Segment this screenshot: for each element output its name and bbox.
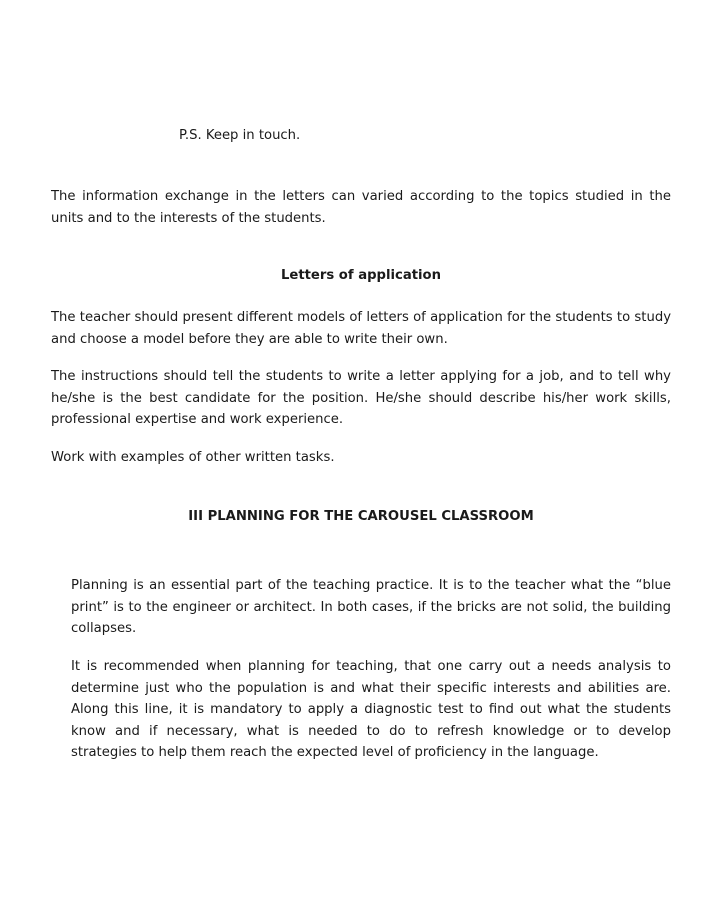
instructions-paragraph: The instructions should tell the students to write a letter applying for a job, and to tell why he/she is the best candidate for the position. He/she should describe his/her work skills, professional expertise and work experience. bbox=[51, 369, 671, 427]
ps-line: P.S. Keep in touch. bbox=[179, 128, 301, 143]
teacher-models-paragraph: The teacher should present different models of letters of application for the students to study and choose a model before they are able to write their own. bbox=[51, 310, 671, 347]
needs-analysis-paragraph: It is recommended when planning for teaching, that one carry out a needs analysis to determine just who the population is and what their specific interests and abilities are. Along this line, it is mandatory to apply a diagnostic test to find out what the students know and if necessary, what is needed to do to refresh knowledge or to develop strategies to help them reach the expected level of proficiency in the language. bbox=[71, 659, 671, 760]
planning-paragraph: Planning is an essential part of the teaching practice. It is to the teacher what the “blue print” is to the engineer or architect. In both cases, if the bricks are not solid, the building collapses. bbox=[71, 578, 671, 636]
planning-section-heading: III PLANNING FOR THE CAROUSEL CLASSROOM bbox=[188, 509, 534, 524]
written-tasks-paragraph: Work with examples of other written tasks. bbox=[51, 450, 335, 465]
info-exchange-paragraph: The information exchange in the letters can varied according to the topics studied in the units and to the interests of the students. bbox=[51, 189, 671, 226]
letters-of-application-heading: Letters of application bbox=[280, 268, 442, 283]
